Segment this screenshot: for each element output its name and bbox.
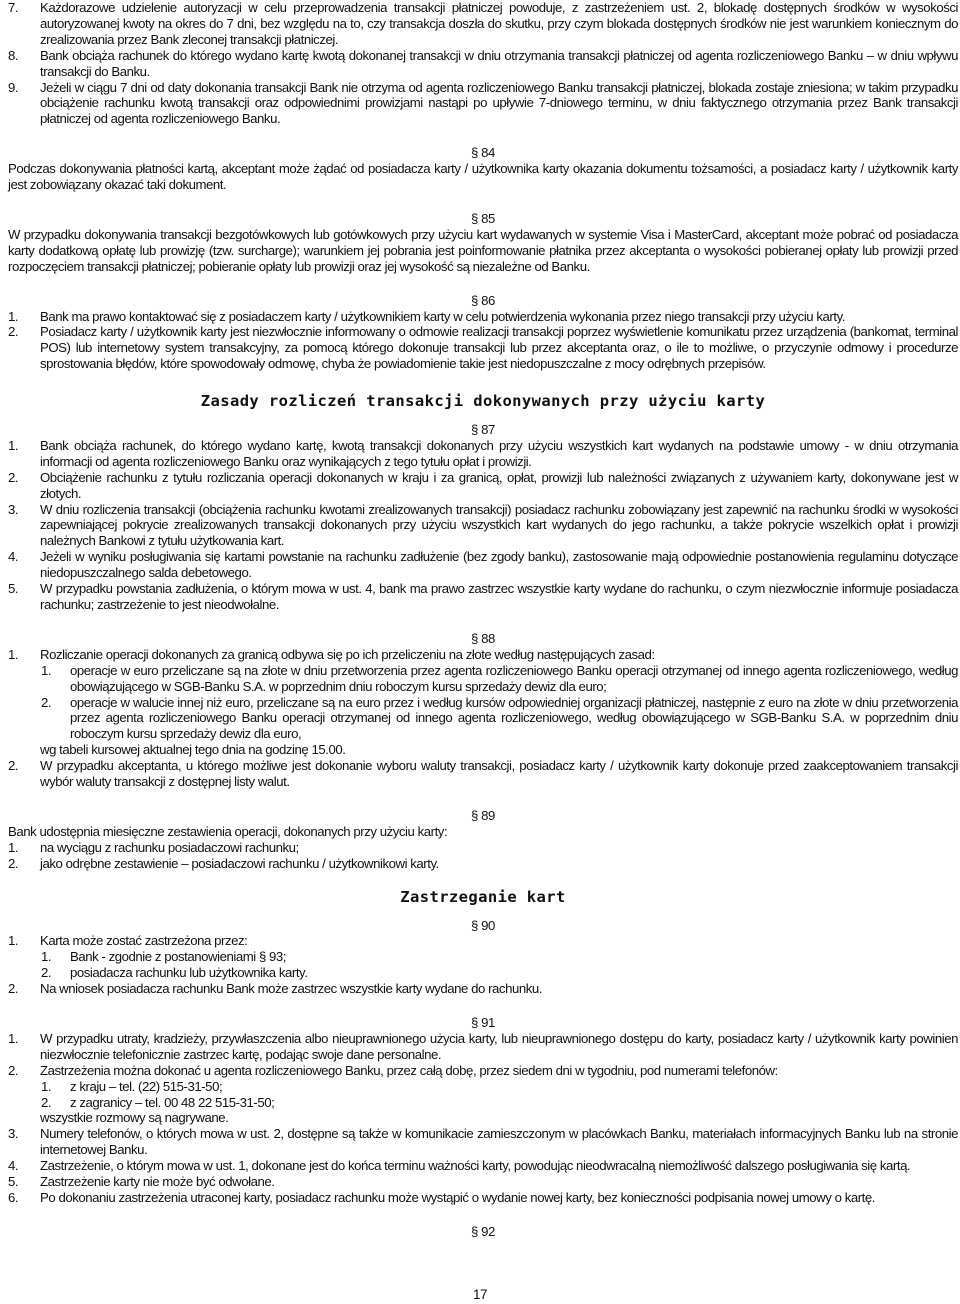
section-91-number: § 91 [471, 1015, 495, 1031]
list-item: 7. Każdorazowe udzielenie autoryzacji w celu przeprowadzenia transakcji płatniczej powoduje, z zastrzeżeniem ust. 2, blokadę dostępnych środków w wysokości autoryzowanej kwoty na okres do 7 dni, bez względu na to, czy transakcja doszła do skutku, przy czym blokada dostępnych środków nie jest warunkiem koniecznym do zrealizowania przez Bank zleconej transakcji płatniczej. [8, 0, 958, 47]
section-84-number: § 84 [471, 145, 495, 161]
list-item: 1. Karta może zostać zastrzeżona przez: [8, 933, 248, 949]
list-item: 8. Bank obciąża rachunek do którego wydano kartę kwotą dokonanej transakcji w dniu otrzymania transakcji płatniczej od agenta rozliczeniowego Banku – w dniu wpływu transakcji do Banku. [8, 47, 958, 79]
list-item: 4. Zastrzeżenie, o którym mowa w ust. 1, dokonane jest do końca terminu ważności karty, powodując nieodwracalną niemożliwość dalszego posługiwania się kartą. [8, 1158, 911, 1174]
list-item: 1. W przypadku utraty, kradzieży, przywłaszczenia albo nieuprawnionego użycia karty, lub nieuprawnionego dostępu do karty, posiadacz karty / użytkownik karty powinien niezwłocznie telefonicznie zastrzec kartę, podając swoje dane personalne. [8, 1030, 958, 1062]
sub-list-item: 1. Bank - zgodnie z postanowieniami § 93; [41, 949, 287, 965]
section-86-number: § 86 [471, 292, 495, 308]
list-item: 2. Obciążenie rachunku z tytułu rozliczania operacji dokonanych w kraju i za granicą, opłat, prowizji lub należności związanych z używaniem karty, dokonywane jest w złotych. [8, 469, 958, 501]
list-item: 1. Bank ma prawo kontaktować się z posiadaczem karty / użytkownikiem karty w celu potwierdzenia wykonania przez niego transakcji przy użyciu karty. [8, 308, 845, 324]
list-item: 2. W przypadku akceptanta, u którego możliwe jest dokonanie wyboru waluty transakcji, posiadacz karty / użytkownik karty dokonuje przed zaakceptowaniem transakcji wybór waluty transakcji z dostępnej listy walut. [8, 758, 958, 790]
sub-list-item: 2. z zagranicy – tel. 00 48 22 515-31-50; [41, 1094, 275, 1110]
sub-list-item: 2. operacje w walucie innej niż euro, przeliczane są na euro przez i według kursów odpowiedniej organizacji płatniczej, następnie z euro na złote w dniu przetworzenia przez agenta rozliczeniowego Banku operacji otrzymanej od innego agenta rozliczeniowego, według obowiązującego w SGB-Banku S.A. w poprzednim dniu roboczym kursu sprzedaży dewiz dla euro, [41, 694, 958, 742]
section-92-number: § 92 [471, 1223, 495, 1239]
section-85-number: § 85 [471, 210, 495, 226]
list-item: 2. Posiadacz karty / użytkownik karty jest niezwłocznie informowany o odmowie realizacji transakcji poprzez wyświetlenie komunikatu przez urządzenia (bankomat, terminal POS) lub internetowy system transakcyjny, za pomocą którego dokonuje transakcji lub przez akceptanta oraz, o ile to możliwe, o przyczynie odmowy i procedurze sprostowania błędów, które spowodowały odmowę, chyba że powiadomienie takie jest niedopuszczalne z mocy odrębnych przepisów. [8, 324, 958, 372]
list-item: 6. Po dokonaniu zastrzeżenia utraconej karty, posiadacz rachunku może wystąpić o wydanie nowej karty, bez konieczności podpisania nowej umowy o kartę. [8, 1190, 875, 1205]
sub-list-item: 1. operacje w euro przeliczane są na złote w dniu przetworzenia przez agenta rozliczeniowego Banku operacji otrzymanej od innego agenta rozliczeniowego, według obowiązującego w SGB-Banku S.A. w poprzednim dniu roboczym kursu sprzedaży dewiz dla euro; [41, 662, 958, 694]
list-item: 2. Zastrzeżenia można dokonać u agenta rozliczeniowego Banku, przez całą dobę, przez siedem dni w tygodniu, pod numerami telefonów: [8, 1062, 778, 1078]
list-item: 4. Jeżeli w wyniku posługiwania się kartami powstanie na rachunku zadłużenie (bez zgody banku), zastosowanie mają odpowiednie postanowienia regulaminu dotyczące niedopuszczalnego salda debetowego. [8, 549, 958, 581]
section-89-number: § 89 [471, 807, 495, 823]
list-item: 5. W przypadku powstania zadłużenia, o którym mowa w ust. 4, bank ma prawo zastrzec wszystkie karty wydane do rachunku, o czym niezwłocznie informuje posiadacza rachunku; zastrzeżenie to jest nieodwołalne. [8, 581, 958, 612]
sub-list-item: 1. z kraju – tel. (22) 515-31-50; [41, 1078, 223, 1094]
list-item-tail: wszystkie rozmowy są nagrywane. [40, 1110, 229, 1126]
section-84-text: Podczas dokonywania płatności kartą, akceptant może żądać od posiadacza karty / użytkownika karty okazania dokumentu tożsamości, a posiadacz karty / użytkownik karty jest zobowiązany okazać taki dokument. [8, 161, 958, 193]
list-item: 3. Numery telefonów, o których mowa w ust. 2, dostępne są także w komunikacie zamieszczonym w placówkach Banku, materiałach informacyjnych Banku lub na stronie internetowej Banku. [8, 1126, 958, 1158]
page-number: 17 [472, 1287, 488, 1302]
list-item: 5. Zastrzeżenie karty nie może być odwołane. [8, 1174, 275, 1190]
section-heading-settlement: Zasady rozliczeń transakcji dokonywanych przy użyciu karty [200, 392, 766, 411]
list-item: 1. Rozliczanie operacji dokonanych za granicą odbywa się po ich przeliczeniu na złote według następujących zasad: [8, 646, 655, 662]
section-87-number: § 87 [471, 422, 495, 438]
document-body [8, 0, 958, 1240]
list-item: 1. Bank obciąża rachunek, do którego wydano kartę, kwotą transakcji dokonanych przy użyciu wszystkich kart wydanych na podstawie umowy - w dniu otrzymania informacji od agenta rozliczeniowego Banku oraz wynikających z tego tytułu opłat i prowizji. [8, 437, 958, 469]
list-item: 9. Jeżeli w ciągu 7 dni od daty dokonania transakcji Bank nie otrzyma od agenta rozliczeniowego Banku transakcji płatniczej, blokada zostaje zniesiona; w takim przypadku obciążenie rachunku kwotą transakcji oraz odpowiednimi prowizjami nastąpi po upływie 7-dniowego terminu, w dniu faktycznego otrzymania przez Bank transakcji płatniczej od agenta rozliczeniowego Banku. [8, 79, 958, 127]
list-item: 1. na wyciągu z rachunku posiadaczowi rachunku; [8, 839, 299, 855]
sub-list-item: 2. posiadacza rachunku lub użytkownika karty. [41, 965, 308, 981]
list-item-tail: wg tabeli kursowej aktualnej tego dnia na godzinę 15.00. [40, 742, 346, 758]
section-85-text: W przypadku dokonywania transakcji bezgotówkowych lub gotówkowych przy użyciu kart wydawanych w systemie Visa i MasterCard, akceptant może pobrać od posiadacza karty dodatkową opłatę lub prowizję (tzw. surcharge); warunkiem jej pobrania jest poinformowanie płatnika przez akceptanta o wysokości pobieranej opłaty lub prowizji przed rozpoczęciem transakcji płatniczej; pobieranie opłaty lub prowizji oraz jej wysokość są niezależne od Banku. [8, 226, 958, 274]
section-90-number: § 90 [471, 917, 495, 933]
section-heading-blocking: Zastrzeganie kart [400, 887, 566, 906]
list-item: 2. jako odrębne zestawienie – posiadaczowi rachunku / użytkownikowi karty. [8, 855, 439, 871]
list-item: 3. W dniu rozliczenia transakcji (obciążenia rachunku kwotami zrealizowanych transakcji) posiadacz rachunku zobowiązany jest zapewnić na rachunku środki w wysokości zapewniającej pokrycie zrealizowanych transakcji dokonanych przy użyciu wszystkich kart wydanych do jego rachunku, a także pokrycie wszelkich opłat i prowizji należnych Bankowi z tytułu użytkowania kart. [8, 501, 958, 549]
section-89-intro: Bank udostępnia miesięczne zestawienia operacji, dokonanych przy użyciu karty: [8, 823, 448, 839]
section-88-number: § 88 [471, 630, 495, 646]
list-item: 2. Na wniosek posiadacza rachunku Bank może zastrzec wszystkie karty wydane do rachunku. [8, 981, 542, 997]
